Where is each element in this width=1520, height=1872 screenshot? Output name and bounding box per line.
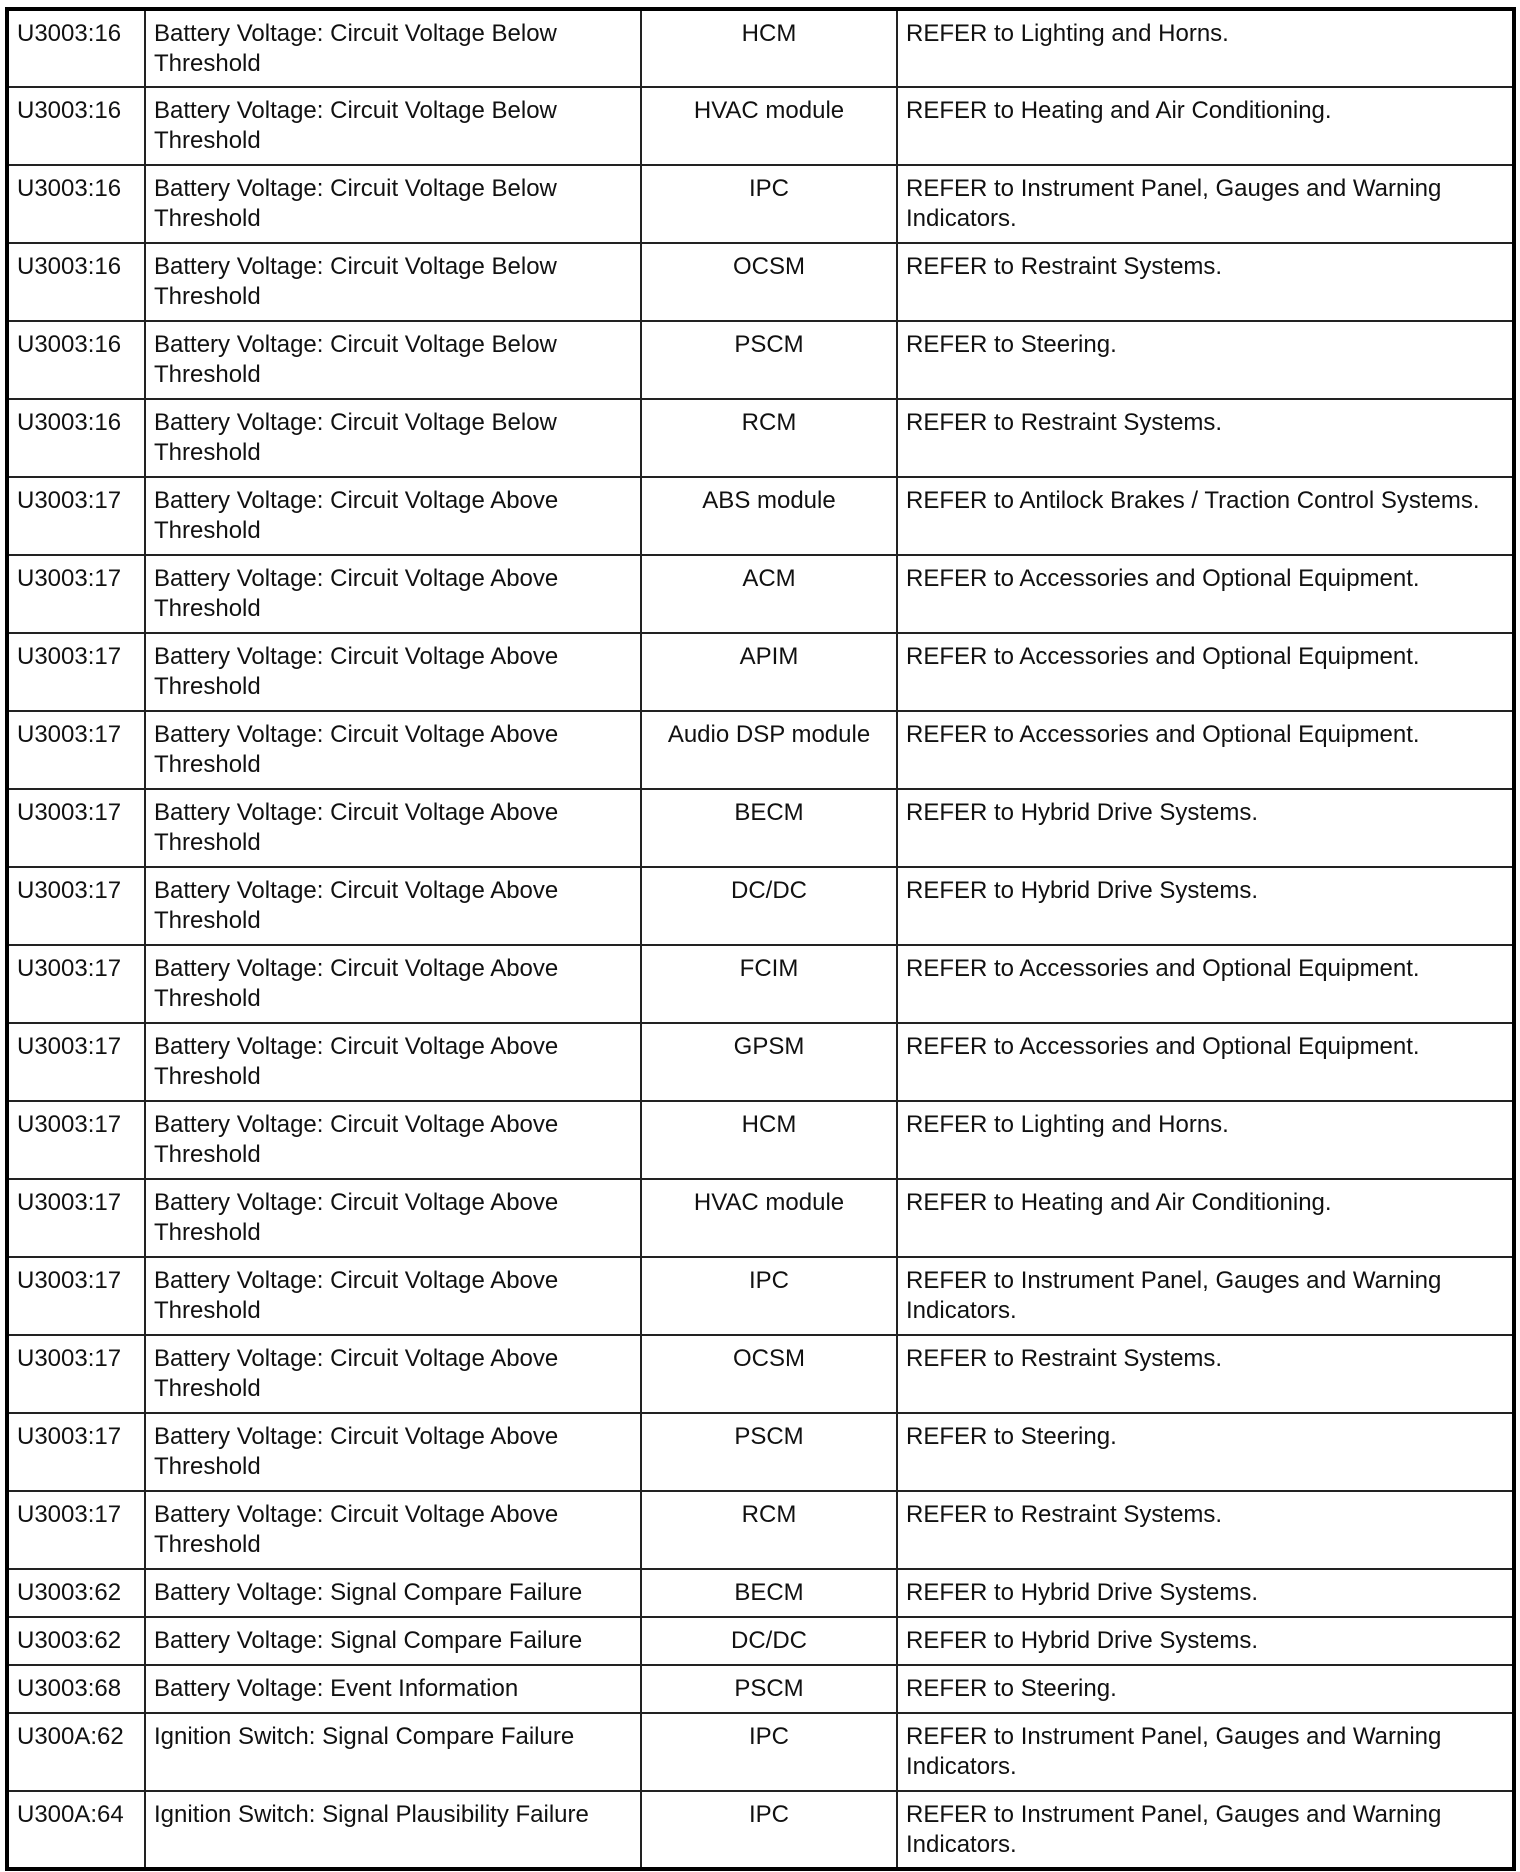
dtc-description-cell: Battery Voltage: Circuit Voltage Above Threshold: [145, 477, 641, 555]
dtc-code-cell: U3003:17: [7, 633, 145, 711]
module-cell: IPC: [641, 1257, 897, 1335]
dtc-code-cell: U3003:17: [7, 1257, 145, 1335]
dtc-code-cell: U3003:16: [7, 87, 145, 165]
table-row: [7, 945, 1514, 1023]
dtc-code-cell: U3003:17: [7, 555, 145, 633]
dtc-table: [5, 7, 1516, 1871]
dtc-description-cell: Battery Voltage: Circuit Voltage Above Threshold: [145, 1491, 641, 1569]
module-cell: IPC: [641, 1791, 897, 1869]
module-cell: IPC: [641, 1713, 897, 1791]
dtc-code-cell: U3003:17: [7, 1335, 145, 1413]
table-row: [7, 1179, 1514, 1257]
table-row: [7, 555, 1514, 633]
table-row: [7, 9, 1514, 87]
dtc-description-cell: Battery Voltage: Circuit Voltage Below Threshold: [145, 243, 641, 321]
dtc-description-cell: Ignition Switch: Signal Compare Failure: [145, 1713, 641, 1791]
module-cell: HCM: [641, 1101, 897, 1179]
action-cell: REFER to Restraint Systems.: [897, 1491, 1514, 1569]
action-cell: REFER to Steering.: [897, 1413, 1514, 1491]
module-cell: DC/DC: [641, 867, 897, 945]
dtc-code-cell: U3003:17: [7, 789, 145, 867]
action-cell: REFER to Accessories and Optional Equipment.: [897, 945, 1514, 1023]
dtc-description-cell: Battery Voltage: Circuit Voltage Above Threshold: [145, 1413, 641, 1491]
action-cell: REFER to Heating and Air Conditioning.: [897, 1179, 1514, 1257]
dtc-description-cell: Battery Voltage: Signal Compare Failure: [145, 1569, 641, 1617]
dtc-description-cell: Battery Voltage: Circuit Voltage Above Threshold: [145, 1101, 641, 1179]
dtc-code-cell: U3003:16: [7, 243, 145, 321]
dtc-code-cell: U3003:17: [7, 1179, 145, 1257]
table-row: [7, 867, 1514, 945]
dtc-description-cell: Battery Voltage: Circuit Voltage Above Threshold: [145, 867, 641, 945]
module-cell: FCIM: [641, 945, 897, 1023]
table-row: [7, 477, 1514, 555]
action-cell: REFER to Restraint Systems.: [897, 399, 1514, 477]
module-cell: ABS module: [641, 477, 897, 555]
module-cell: IPC: [641, 165, 897, 243]
module-cell: HCM: [641, 9, 897, 87]
module-cell: RCM: [641, 1491, 897, 1569]
action-cell: REFER to Lighting and Horns.: [897, 9, 1514, 87]
dtc-code-cell: U3003:17: [7, 1491, 145, 1569]
dtc-code-cell: U300A:64: [7, 1791, 145, 1869]
table-row: [7, 789, 1514, 867]
dtc-code-cell: U3003:62: [7, 1569, 145, 1617]
dtc-description-cell: Battery Voltage: Event Information: [145, 1665, 641, 1713]
action-cell: REFER to Accessories and Optional Equipment.: [897, 633, 1514, 711]
dtc-description-cell: Ignition Switch: Signal Plausibility Failure: [145, 1791, 641, 1869]
module-cell: APIM: [641, 633, 897, 711]
action-cell: REFER to Hybrid Drive Systems.: [897, 1569, 1514, 1617]
dtc-table-body: [7, 9, 1514, 1869]
table-row: [7, 321, 1514, 399]
module-cell: Audio DSP module: [641, 711, 897, 789]
module-cell: BECM: [641, 789, 897, 867]
action-cell: REFER to Steering.: [897, 1665, 1514, 1713]
dtc-description-cell: Battery Voltage: Circuit Voltage Above Threshold: [145, 789, 641, 867]
dtc-description-cell: Battery Voltage: Circuit Voltage Below Threshold: [145, 165, 641, 243]
dtc-description-cell: Battery Voltage: Circuit Voltage Above Threshold: [145, 555, 641, 633]
dtc-code-cell: U3003:17: [7, 1101, 145, 1179]
table-row: [7, 399, 1514, 477]
module-cell: PSCM: [641, 321, 897, 399]
action-cell: REFER to Heating and Air Conditioning.: [897, 87, 1514, 165]
dtc-description-cell: Battery Voltage: Circuit Voltage Above Threshold: [145, 1257, 641, 1335]
action-cell: REFER to Hybrid Drive Systems.: [897, 1617, 1514, 1665]
table-row: [7, 1791, 1514, 1869]
module-cell: GPSM: [641, 1023, 897, 1101]
table-row: [7, 1257, 1514, 1335]
table-row: [7, 1665, 1514, 1713]
dtc-code-cell: U3003:16: [7, 9, 145, 87]
action-cell: REFER to Restraint Systems.: [897, 1335, 1514, 1413]
action-cell: REFER to Hybrid Drive Systems.: [897, 789, 1514, 867]
table-row: [7, 1101, 1514, 1179]
dtc-description-cell: Battery Voltage: Circuit Voltage Below Threshold: [145, 87, 641, 165]
table-row: [7, 1713, 1514, 1791]
table-row: [7, 1023, 1514, 1101]
table-row: [7, 1413, 1514, 1491]
dtc-description-cell: Battery Voltage: Signal Compare Failure: [145, 1617, 641, 1665]
dtc-description-cell: Battery Voltage: Circuit Voltage Above Threshold: [145, 1023, 641, 1101]
table-row: [7, 1335, 1514, 1413]
module-cell: DC/DC: [641, 1617, 897, 1665]
action-cell: REFER to Steering.: [897, 321, 1514, 399]
table-row: [7, 1491, 1514, 1569]
dtc-description-cell: Battery Voltage: Circuit Voltage Above Threshold: [145, 1335, 641, 1413]
dtc-code-cell: U3003:17: [7, 1413, 145, 1491]
action-cell: REFER to Instrument Panel, Gauges and Warning Indicators.: [897, 1713, 1514, 1791]
table-row: [7, 633, 1514, 711]
action-cell: REFER to Accessories and Optional Equipment.: [897, 711, 1514, 789]
dtc-code-cell: U3003:17: [7, 867, 145, 945]
module-cell: HVAC module: [641, 1179, 897, 1257]
dtc-code-cell: U3003:16: [7, 321, 145, 399]
table-row: [7, 87, 1514, 165]
action-cell: REFER to Instrument Panel, Gauges and Warning Indicators.: [897, 1257, 1514, 1335]
dtc-code-cell: U3003:62: [7, 1617, 145, 1665]
dtc-code-cell: U300A:62: [7, 1713, 145, 1791]
module-cell: OCSM: [641, 1335, 897, 1413]
module-cell: PSCM: [641, 1665, 897, 1713]
table-row: [7, 1617, 1514, 1665]
dtc-code-cell: U3003:17: [7, 477, 145, 555]
dtc-description-cell: Battery Voltage: Circuit Voltage Above Threshold: [145, 945, 641, 1023]
module-cell: PSCM: [641, 1413, 897, 1491]
table-row: [7, 1569, 1514, 1617]
dtc-code-cell: U3003:17: [7, 1023, 145, 1101]
table-row: [7, 243, 1514, 321]
dtc-code-cell: U3003:68: [7, 1665, 145, 1713]
dtc-description-cell: Battery Voltage: Circuit Voltage Below Threshold: [145, 399, 641, 477]
dtc-description-cell: Battery Voltage: Circuit Voltage Above Threshold: [145, 711, 641, 789]
table-row: [7, 711, 1514, 789]
dtc-description-cell: Battery Voltage: Circuit Voltage Below Threshold: [145, 9, 641, 87]
table-row: [7, 165, 1514, 243]
module-cell: BECM: [641, 1569, 897, 1617]
action-cell: REFER to Instrument Panel, Gauges and Warning Indicators.: [897, 1791, 1514, 1869]
dtc-code-cell: U3003:17: [7, 945, 145, 1023]
action-cell: REFER to Accessories and Optional Equipment.: [897, 555, 1514, 633]
action-cell: REFER to Hybrid Drive Systems.: [897, 867, 1514, 945]
module-cell: RCM: [641, 399, 897, 477]
module-cell: OCSM: [641, 243, 897, 321]
action-cell: REFER to Restraint Systems.: [897, 243, 1514, 321]
action-cell: REFER to Antilock Brakes / Traction Control Systems.: [897, 477, 1514, 555]
dtc-code-cell: U3003:17: [7, 711, 145, 789]
action-cell: REFER to Accessories and Optional Equipment.: [897, 1023, 1514, 1101]
action-cell: REFER to Instrument Panel, Gauges and Warning Indicators.: [897, 165, 1514, 243]
module-cell: ACM: [641, 555, 897, 633]
dtc-description-cell: Battery Voltage: Circuit Voltage Above Threshold: [145, 1179, 641, 1257]
dtc-description-cell: Battery Voltage: Circuit Voltage Below Threshold: [145, 321, 641, 399]
dtc-code-cell: U3003:16: [7, 399, 145, 477]
module-cell: HVAC module: [641, 87, 897, 165]
dtc-code-cell: U3003:16: [7, 165, 145, 243]
dtc-description-cell: Battery Voltage: Circuit Voltage Above Threshold: [145, 633, 641, 711]
action-cell: REFER to Lighting and Horns.: [897, 1101, 1514, 1179]
